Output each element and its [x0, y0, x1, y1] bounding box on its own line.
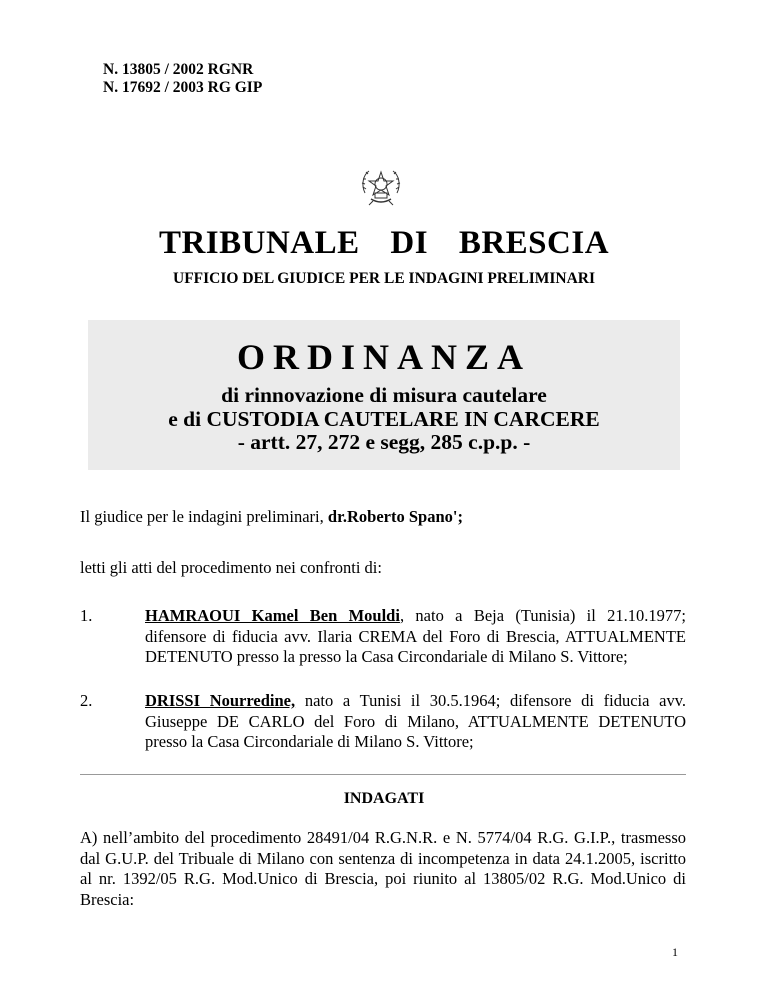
court-title: TRIBUNALE DI BRESCIA — [158, 225, 610, 261]
defendant-text — [145, 691, 686, 753]
italian-republic-emblem-icon — [357, 163, 405, 211]
defendant-item — [80, 691, 686, 753]
defendant-name: DRISSI Nourredine, — [145, 691, 296, 710]
ordinance-subtitle — [88, 384, 680, 455]
defendant-number: 2. — [80, 691, 93, 710]
case-number-rgnr: N. 13805 / 2002 RGNR — [103, 61, 254, 78]
ordinance-title: ORDINANZA — [236, 337, 531, 377]
judge-prefix: Il giudice per le indagini preliminari, — [80, 507, 328, 526]
defendant-number: 1. — [80, 606, 93, 625]
judge-line — [80, 507, 463, 527]
section-a-paragraph: A) nell’ambito del procedimento 28491/04 R.G.N.R. e N. 5774/04 R.G. G.I.P., trasmesso dal G.U.P. del Tribuale di Milano con sentenza di incompetenza in data 24.1.2005, iscritto al nr. 1392/05 R.G. Mod.Unico di Brescia, poi riunito al 13805/02 R.G. Mod.Unico di Brescia: — [80, 828, 686, 909]
subtitle-line-2: e di CUSTODIA CAUTELARE IN CARCERE — [168, 406, 600, 431]
indagati-heading: INDAGATI — [343, 790, 425, 807]
subtitle-line-1: di rinnovazione di misura cautelare — [221, 383, 547, 407]
section-divider — [80, 774, 686, 775]
defendant-text — [145, 606, 686, 668]
court-office: UFFICIO DEL GIUDICE PER LE INDAGINI PRELIMINARI — [173, 270, 595, 287]
defendant-item — [80, 606, 686, 688]
defendant-details: , nato a Beja (Tunisia) il 21.10.1977; difensore di fiducia avv. Ilaria CREMA del Foro di Brescia, ATTUALMENTE DETENUTO presso la presso la Casa Circondariale di Milano S. Vittore; — [145, 606, 687, 666]
judge-name: dr.Roberto Spano'; — [327, 507, 463, 526]
letti-line: letti gli atti del procedimento nei confronti di: — [80, 558, 382, 577]
case-references — [103, 61, 262, 97]
page-number: 1 — [672, 945, 678, 959]
defendant-details: nato a Tunisi il 30.5.1964; difensore di fiducia avv. Giuseppe DE CARLO del Foro di Milano, ATTUALMENTE DETENUTO presso la Casa Circondariale di Milano S. Vittore; — [145, 691, 686, 751]
case-number-rg-gip: N. 17692 / 2003 RG GIP — [103, 79, 263, 96]
subtitle-line-3: - artt. 27, 272 e segg, 285 c.p.p. - — [237, 430, 531, 454]
defendant-name: HAMRAOUI Kamel Ben Mouldi — [145, 606, 400, 625]
